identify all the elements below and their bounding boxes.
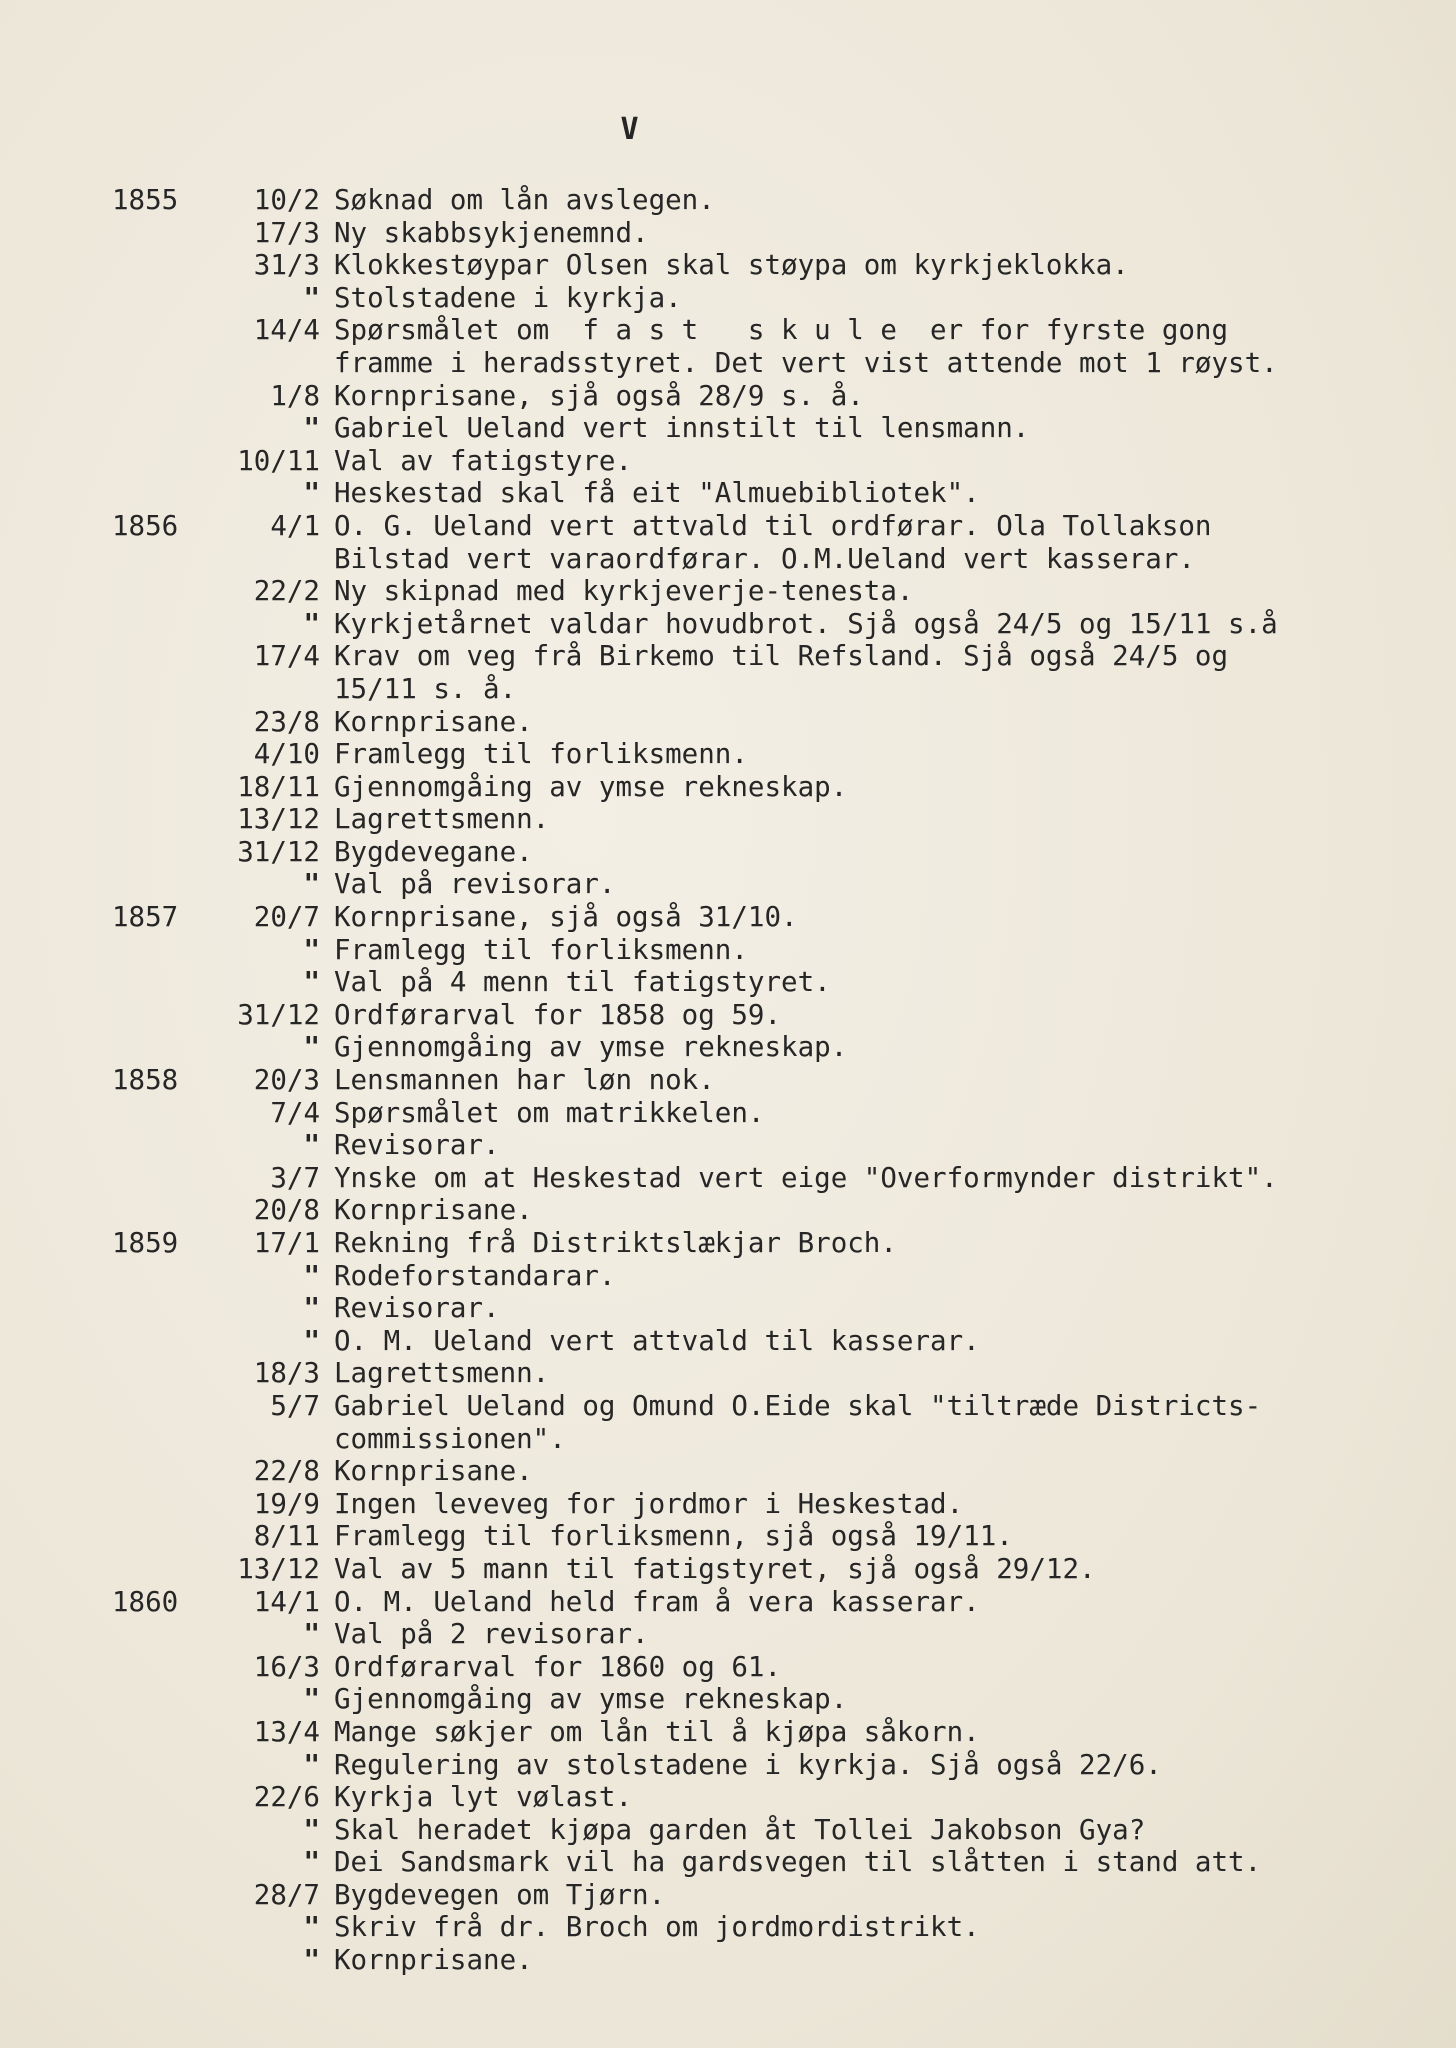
entry-date: 31/12: [237, 835, 320, 868]
entry-text: Val av fatigstyre.: [334, 444, 633, 477]
entry-date: ": [303, 477, 320, 510]
entry-row: [112, 184, 1442, 217]
entry-row: [112, 282, 1442, 315]
entry-date: 17/1: [253, 1227, 320, 1259]
entry-date: 5/7: [270, 1389, 320, 1422]
entry-date: 3/7: [270, 1161, 320, 1194]
entry-row: [112, 477, 1442, 510]
entry-date: ": [303, 607, 320, 640]
entry-date: 14/4: [253, 314, 320, 347]
entry-row: [112, 673, 1442, 706]
entry-row: [112, 543, 1442, 576]
entry-row: [112, 1651, 1442, 1684]
entry-date: 4/1: [270, 509, 320, 542]
entry-row: [112, 999, 1442, 1032]
entry-date: 20/8: [253, 1194, 320, 1227]
entry-text: Kornprisane, sjå også 31/10.: [334, 901, 798, 934]
entry-date: ": [303, 868, 320, 901]
entry-row: [112, 608, 1442, 641]
entry-text: Kornprisane.: [334, 1944, 533, 1977]
entry-text: Søknad om lån avslegen.: [334, 184, 715, 216]
entry-text: Gabriel Ueland vert innstilt til lensmann.: [334, 412, 1030, 445]
entry-text: Bygdevegane.: [334, 835, 533, 868]
entry-date: 18/11: [237, 770, 320, 803]
entry-date: 13/12: [237, 1552, 320, 1585]
entry-text: Stolstadene i kyrkja.: [334, 281, 682, 314]
entry-text: framme i heradsstyret. Det vert vist attende mot 1 røyst.: [334, 346, 1278, 379]
entry-date: ": [303, 1031, 320, 1064]
entry-row: [112, 803, 1442, 836]
entry-row: [112, 575, 1442, 608]
entry-text: Kornprisane.: [334, 705, 533, 738]
entry-row: [112, 249, 1442, 282]
entry-row: [112, 1260, 1442, 1293]
entry-date: ": [303, 1911, 320, 1944]
entry-date: ": [303, 1129, 320, 1162]
entry-list: [112, 184, 1442, 1977]
entry-text: Val på 4 menn til fatigstyret.: [334, 966, 831, 999]
entry-text: Gabriel Ueland og Omund O.Eide skal "tiltræde Districts-: [334, 1389, 1262, 1422]
entry-date: ": [303, 1292, 320, 1325]
entry-date: ": [303, 966, 320, 999]
entry-row: [112, 1097, 1442, 1130]
entry-row: [112, 966, 1442, 999]
entry-row: [112, 510, 1442, 543]
entry-row: [112, 1292, 1442, 1325]
entry-text: Lagrettsmenn.: [334, 803, 550, 836]
entry-date: ": [303, 1259, 320, 1292]
page-number: V: [620, 112, 640, 147]
entry-row: [112, 1683, 1442, 1716]
entry-text: Ordførarval for 1858 og 59.: [334, 998, 782, 1031]
entry-text: Framlegg til forliksmenn, sjå også 19/11.: [334, 1520, 1013, 1553]
entry-row: [112, 445, 1442, 478]
entry-row: [112, 1325, 1442, 1358]
entry-text: Kornprisane.: [334, 1194, 533, 1227]
entry-row: [112, 1781, 1442, 1814]
entry-date: 20/3: [253, 1064, 320, 1097]
entry-row: [112, 1129, 1442, 1162]
entry-date: 14/1: [253, 1585, 320, 1618]
entry-row: [112, 1879, 1442, 1912]
entry-row: [112, 1911, 1442, 1944]
entry-date: 1/8: [270, 379, 320, 412]
entry-text: Kornprisane, sjå også 28/9 s. å.: [334, 379, 864, 412]
entry-year: 1855: [112, 184, 179, 216]
entry-row: [112, 836, 1442, 869]
entry-row: [112, 1586, 1442, 1619]
entry-text: Gjennomgåing av ymse rekneskap.: [334, 770, 848, 803]
entry-text: Ingen leveveg for jordmor i Heskestad.: [334, 1487, 964, 1520]
entry-row: [112, 1749, 1442, 1782]
entry-date: 31/12: [237, 998, 320, 1031]
entry-date: 18/3: [253, 1357, 320, 1390]
entry-row: [112, 314, 1442, 347]
entry-text: Klokkestøypar Olsen skal støypa om kyrkjeklokka.: [334, 249, 1129, 282]
entry-date: ": [303, 933, 320, 966]
entry-text: Spørsmålet om f a s t s k u l e er for fyrste gong: [334, 314, 1229, 347]
entry-row: [112, 1227, 1442, 1260]
entry-text: Revisorar.: [334, 1129, 500, 1162]
entry-row: [112, 217, 1442, 250]
entry-row: [112, 1455, 1442, 1488]
entry-row: [112, 1814, 1442, 1847]
entry-text: Val på revisorar.: [334, 868, 616, 901]
entry-date: 23/8: [253, 705, 320, 738]
entry-date: ": [303, 1944, 320, 1977]
entry-year: 1860: [112, 1585, 179, 1618]
entry-date: ": [303, 412, 320, 445]
entry-row: [112, 1390, 1442, 1423]
entry-row: [112, 738, 1442, 771]
entry-date: 22/2: [253, 575, 320, 608]
entry-date: 28/7: [253, 1878, 320, 1911]
entry-text: Dei Sandsmark vil ha gardsvegen til slåtten i stand att.: [334, 1846, 1262, 1879]
entry-year: 1857: [112, 901, 179, 934]
entry-row: [112, 1846, 1442, 1879]
entry-text: 15/11 s. å.: [334, 672, 517, 705]
entry-date: ": [303, 1748, 320, 1781]
entry-row: [112, 380, 1442, 413]
entry-text: Ny skabbsykjenemnd.: [334, 216, 649, 249]
entry-text: O. M. Ueland held fram å vera kasserar.: [334, 1585, 980, 1618]
entry-text: Ynske om at Heskestad vert eige "Overformynder distrikt".: [334, 1161, 1278, 1194]
entry-text: O. M. Ueland vert attvald til kasserar.: [334, 1324, 980, 1357]
entry-date: 17/3: [253, 216, 320, 249]
entry-row: [112, 1162, 1442, 1195]
entry-text: Heskestad skal få eit "Almuebibliotek".: [334, 477, 980, 510]
entry-text: Gjennomgåing av ymse rekneskap.: [334, 1683, 848, 1716]
entry-row: [112, 771, 1442, 804]
entry-year: 1858: [112, 1064, 179, 1097]
entry-year: 1859: [112, 1227, 179, 1259]
entry-date: 31/3: [253, 249, 320, 282]
entry-date: 13/4: [253, 1715, 320, 1748]
entry-row: [112, 347, 1442, 380]
entry-text: Bygdevegen om Tjørn.: [334, 1878, 666, 1911]
entry-date: 8/11: [253, 1520, 320, 1553]
entry-date: ": [303, 1324, 320, 1357]
entry-text: Framlegg til forliksmenn.: [334, 738, 748, 771]
entry-row: [112, 1488, 1442, 1521]
entry-text: Revisorar.: [334, 1292, 500, 1325]
entry-row: [112, 1716, 1442, 1749]
entry-date: ": [303, 1618, 320, 1651]
entry-date: 10/11: [237, 444, 320, 477]
entry-year: 1856: [112, 509, 179, 542]
entry-text: Lagrettsmenn.: [334, 1357, 550, 1390]
entry-row: [112, 1064, 1442, 1097]
entry-text: Val på 2 revisorar.: [334, 1618, 649, 1651]
entry-row: [112, 1357, 1442, 1390]
entry-row: [112, 1031, 1442, 1064]
entry-row: [112, 934, 1442, 967]
entry-date: ": [303, 1813, 320, 1846]
entry-date: ": [303, 1683, 320, 1716]
entry-row: [112, 901, 1442, 934]
entry-text: Gjennomgåing av ymse rekneskap.: [334, 1031, 848, 1064]
entry-text: Rekning frå Distriktslækjar Broch.: [334, 1227, 897, 1259]
entry-date: 16/3: [253, 1650, 320, 1683]
entry-date: ": [303, 1846, 320, 1879]
entry-text: Ny skipnad med kyrkjeverje-tenesta.: [334, 575, 914, 608]
entry-date: 17/4: [253, 640, 320, 673]
entry-text: Skriv frå dr. Broch om jordmordistrikt.: [334, 1911, 980, 1944]
entry-text: Mange søkjer om lån til å kjøpa såkorn.: [334, 1715, 980, 1748]
entry-text: Spørsmålet om matrikkelen.: [334, 1096, 765, 1129]
entry-row: [112, 412, 1442, 445]
entry-text: Lensmannen har løn nok.: [334, 1064, 715, 1097]
entry-text: Kornprisane.: [334, 1455, 533, 1488]
entry-text: Rodeforstandarar.: [334, 1259, 616, 1292]
entry-text: Regulering av stolstadene i kyrkja. Sjå også 22/6.: [334, 1748, 1162, 1781]
entry-date: 10/2: [253, 184, 320, 216]
entry-date: 7/4: [270, 1096, 320, 1129]
entry-row: [112, 1520, 1442, 1553]
entry-text: Framlegg til forliksmenn.: [334, 933, 748, 966]
entry-text: commissionen".: [334, 1422, 566, 1455]
entry-row: [112, 868, 1442, 901]
entry-date: ": [303, 281, 320, 314]
entry-text: Skal heradet kjøpa garden åt Tollei Jakobson Gya?: [334, 1813, 1146, 1846]
entry-date: 13/12: [237, 803, 320, 836]
entry-date: 22/6: [253, 1781, 320, 1814]
entry-text: Krav om veg frå Birkemo til Refsland. Sjå også 24/5 og: [334, 640, 1229, 673]
entry-date: 4/10: [253, 738, 320, 771]
entry-text: Bilstad vert varaordførar. O.M.Ueland vert kasserar.: [334, 542, 1195, 575]
entry-row: [112, 706, 1442, 739]
entry-row: [112, 640, 1442, 673]
entry-text: Kyrkjetårnet valdar hovudbrot. Sjå også 24/5 og 15/11 s.å: [334, 607, 1278, 640]
entry-row: [112, 1944, 1442, 1977]
entry-row: [112, 1423, 1442, 1456]
entry-text: Ordførarval for 1860 og 61.: [334, 1650, 782, 1683]
entry-date: 19/9: [253, 1487, 320, 1520]
entry-row: [112, 1194, 1442, 1227]
entry-text: Kyrkja lyt vølast.: [334, 1781, 633, 1814]
entry-row: [112, 1553, 1442, 1586]
entry-date: 22/8: [253, 1455, 320, 1488]
entry-text: O. G. Ueland vert attvald til ordførar. Ola Tollakson: [334, 509, 1212, 542]
entry-row: [112, 1618, 1442, 1651]
entry-text: Val av 5 mann til fatigstyret, sjå også 29/12.: [334, 1552, 1096, 1585]
entry-date: 20/7: [253, 901, 320, 934]
